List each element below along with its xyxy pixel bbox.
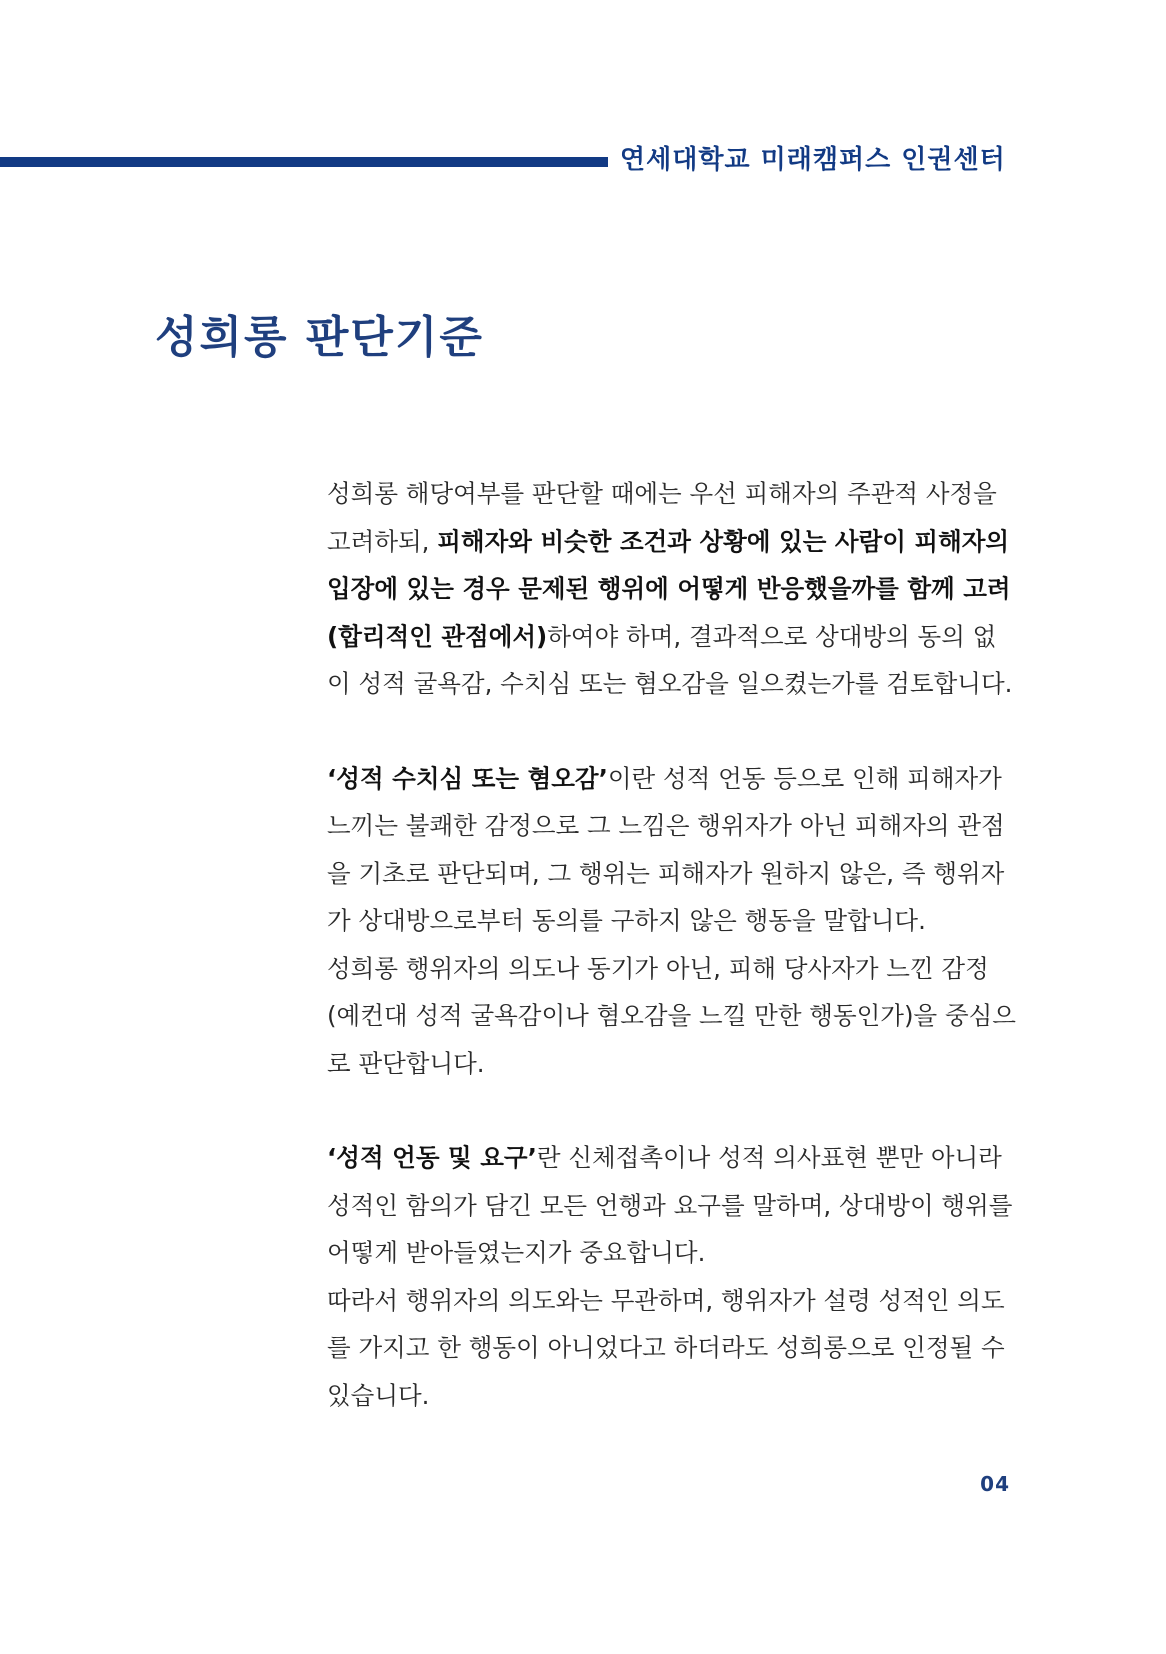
term-label: ‘성적 수치심 또는 혐오감’ (327, 763, 608, 793)
header-rule (0, 157, 608, 167)
paragraph (327, 470, 1017, 708)
body-text: 하여야 하며, 결과적으로 상대방의 동의 없이 성적 굴욕감, 수치심 또는 혐오감을 일으켰는가를 검토합니다. (327, 621, 1013, 698)
page-number: 04 (980, 1472, 1010, 1496)
body-text: 따라서 행위자의 의도와는 무관하며, 행위자가 설령 성적인 의도를 가지고 한 행동이 아니었다고 하더라도 성희롱으로 인정될 수 있습니다. (327, 1285, 1005, 1410)
header-title: 연세대학교 미래캠퍼스 인권센터 (620, 145, 1006, 175)
body-text: 성희롱 행위자의 의도나 동기가 아닌, 피해 당사자가 느낀 감정(예컨대 성적 굴욕감이나 혐오감을 느낄 만한 행동인가)을 중심으로 판단합니다. (327, 953, 1016, 1078)
body-text: 란 신체접촉이나 성적 의사표현 뿐만 아니라 성적인 함의가 담긴 모든 언행과 요구를 말하며, 상대방이 행위를 어떻게 받아들였는지가 중요합니다. (327, 1143, 1013, 1267)
paragraph (327, 755, 1017, 945)
section-spacer (327, 1087, 1017, 1134)
body-text: 성희롱 해당여부를 판단할 때에는 우선 피해자의 주관적 사정을 고려하되, (327, 479, 997, 556)
body-text: 이란 성적 언동 등으로 인해 피해자가 느끼는 불쾌한 감정으로 그 느낌은 행위자가 아닌 피해자의 관점을 기초로 판단되며, 그 행위는 피해자가 원하지 않은, 즉 행위자가 상대방으로부터 동의를 구하지 않은 행동을 말합니다. (327, 763, 1005, 935)
paragraph (327, 945, 1017, 1088)
section-spacer (327, 708, 1017, 755)
paragraph (327, 1134, 1017, 1277)
emphasis-text: 피해자와 비슷한 조건과 상황에 있는 사람이 피해자의 입장에 있는 경우 문제된 행위에 어떻게 반응했을까를 함께 고려(합리적인 관점에서) (327, 526, 1011, 651)
term-label: ‘성적 언동 및 요구’ (327, 1143, 537, 1172)
paragraph (327, 1277, 1017, 1420)
body-content (327, 470, 1017, 1419)
page-title: 성희롱 판단기준 (155, 312, 484, 363)
